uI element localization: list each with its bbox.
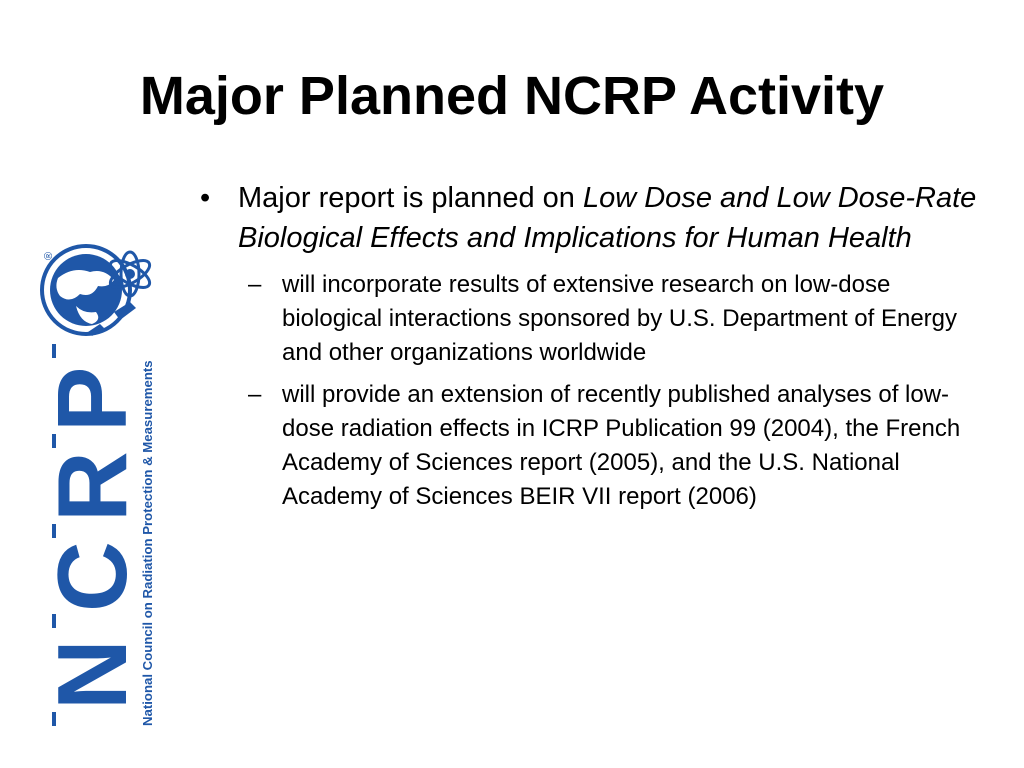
ncrp-logo [18,228,175,738]
sub-bullet-list [196,268,996,514]
sub-bullet-text: will provide an extension of recently published analyses of low-dose radiation effects in ICRP Publication 99 (2004), the French Academy of Sciences report (2005), and the U.S. National Academy of Sciences BEIR VII report (2006) [282,381,961,510]
logo-letter-r: R [37,451,147,522]
report-title: Low Dose and Low Dose-Rate Biological Effects and Implications for Human Health [238,182,977,254]
slide-content [196,178,996,522]
sub-bullet-research [238,268,982,370]
bullet-main-text: Major report is planned on [238,182,583,214]
sub-bullet-extension [238,378,982,514]
logo-organization-name: National Council on Radiation Protection & Measurements [140,360,155,726]
slide-title: Major Planned NCRP Activity [139,66,885,126]
registered-mark: ® [43,251,55,260]
bullet-marker: • [200,182,211,214]
bullet-main [196,178,996,258]
dash-marker: – [248,381,262,408]
sub-bullet-text: will incorporate results of extensive research on low-dose biological interactions sponsored by U.S. Department of Energy and other organizations worldwide [282,271,958,366]
logo-letter-n: N [37,639,147,710]
globe-emblem-icon [42,246,154,336]
logo-letter-p: P [37,366,147,432]
logo-letter-c: C [37,541,147,612]
dash-marker: – [248,271,262,298]
